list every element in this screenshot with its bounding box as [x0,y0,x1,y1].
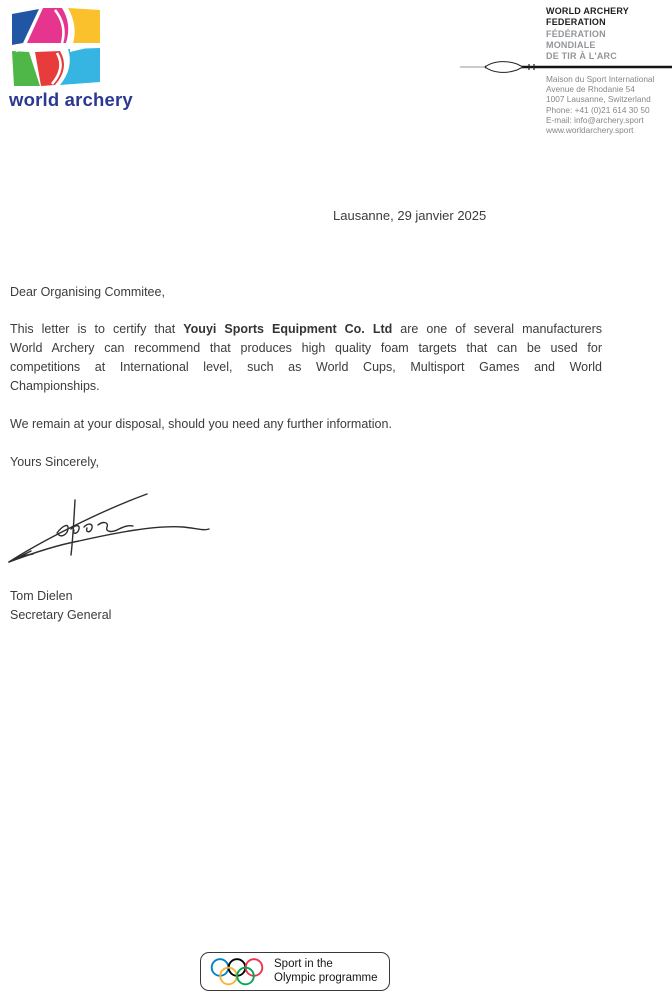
logo-yellow-segment [68,8,100,43]
signer-title: Secretary General [10,608,112,622]
badge-text-line: Sport in the [274,958,333,970]
address-line: E-mail: info@archery.sport [546,114,644,125]
signature-stroke [9,551,33,562]
address-line: Phone: +41 (0)21 614 30 50 [546,104,650,115]
badge-text [274,958,378,985]
paragraph-2: We remain at your disposal, should you need any further information. [10,417,392,431]
address-line: 1007 Lausanne, Switzerland [546,94,651,105]
signature-stroke [57,523,133,536]
federation-name-en [546,6,629,62]
federation-name-fr-line: MONDIALE [546,39,596,50]
logo-fletching [16,44,32,52]
address-line: Maison du Sport International [546,74,655,84]
signature-image [5,483,215,568]
address-block [546,74,654,135]
closing: Yours Sincerely, [10,455,99,469]
salutation: Dear Organising Commitee, [10,285,165,299]
p1-text-after: are one of several manufacturers [392,322,602,336]
badge-text-line: Olympic programme [274,971,378,984]
dateline: Lausanne, 29 janvier 2025 [333,208,487,223]
paragraph-1 [10,320,602,396]
paragraph-1-line [10,320,602,339]
company-name: Youyi Sports Equipment Co. Ltd [183,322,393,336]
p1-text-before: This letter is to certify that [10,322,184,336]
address-line: Avenue de Rhodanie 54 [546,84,635,95]
federation-name-fr-line: DE TIR À L'ARC [546,50,617,61]
world-archery-logo-icon [10,8,102,88]
paragraph-1-line: competitions at International level, such as World Cups, Multisport Games and World [10,360,602,374]
paragraph-1-line: World Archery can recommend that produces high quality foam targets that can be used for [10,341,602,355]
address-line: www.worldarchery.sport [546,125,634,136]
federation-name-line: WORLD ARCHERY [546,6,629,16]
signer-name: Tom Dielen [10,589,73,603]
brand-wordmark: world archery [9,89,133,110]
paragraph-1-line: Championships. [10,379,100,393]
federation-name-fr-line: FÉDÉRATION [546,28,606,39]
federation-name-fr [546,29,629,62]
olympic-programme-badge [200,952,390,991]
arrow-fletching [485,62,523,73]
federation-name-line: FEDERATION [546,16,606,27]
logo-cyan-segment [60,48,100,85]
olympic-rings-icon [210,957,264,987]
